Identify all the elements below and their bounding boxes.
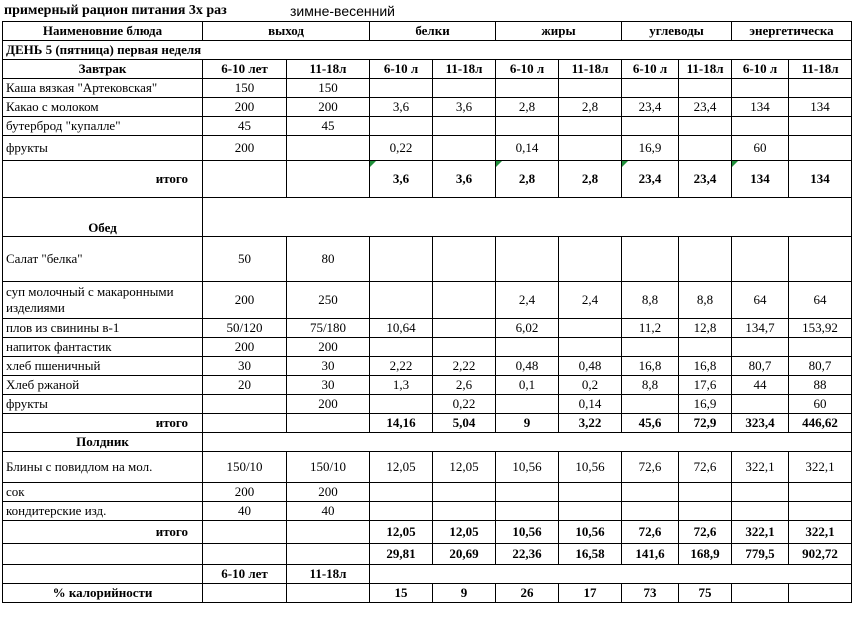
energy-a: 134,7	[732, 319, 789, 338]
proteins-a: 12,05	[370, 452, 433, 483]
grand-carbs-b: 168,9	[679, 544, 732, 565]
output-b: 40	[287, 502, 370, 521]
energy-a	[732, 483, 789, 502]
dish-name: кондитерские изд.	[3, 502, 203, 521]
energy-b	[789, 502, 852, 521]
total-proteins-b: 5,04	[433, 414, 496, 433]
dish-name: Салат "белка"	[3, 237, 203, 282]
carbs-a	[622, 79, 679, 98]
fats-b: 0,14	[559, 395, 622, 414]
table-row	[3, 237, 852, 282]
dish-name: плов из свинины в-1	[3, 319, 203, 338]
sheet-title-line	[4, 3, 850, 21]
carbs-age-b: 11-18л	[679, 60, 732, 79]
header-carbs: углеводы	[622, 22, 732, 41]
carbs-a: 11,2	[622, 319, 679, 338]
carbs-b	[679, 136, 732, 161]
table-row	[3, 98, 852, 117]
empty-cell	[789, 584, 852, 603]
empty-cell	[732, 584, 789, 603]
carbs-b: 17,6	[679, 376, 732, 395]
carbs-b: 72,6	[679, 452, 732, 483]
lunch-header-row	[3, 198, 852, 237]
footer-age-b: 11-18л	[287, 565, 370, 584]
fats-b	[559, 79, 622, 98]
table-row	[3, 376, 852, 395]
breakfast-header-row	[3, 60, 852, 79]
header-fats: жиры	[496, 22, 622, 41]
carbs-b: 16,9	[679, 395, 732, 414]
lunch-total-row	[3, 414, 852, 433]
energy-b	[789, 338, 852, 357]
dish-name: хлеб пшеничный	[3, 357, 203, 376]
grand-energy-a: 779,5	[732, 544, 789, 565]
empty-cell	[3, 544, 203, 565]
fats-b	[559, 117, 622, 136]
energy-a: 64	[732, 282, 789, 319]
total-label: итого	[3, 161, 203, 198]
fats-a	[496, 237, 559, 282]
proteins-a: 3,6	[370, 98, 433, 117]
proteins-b	[433, 136, 496, 161]
empty-cell	[287, 521, 370, 544]
output-a	[203, 395, 287, 414]
carbs-a: 23,4	[622, 98, 679, 117]
table-row	[3, 282, 852, 319]
proteins-b	[433, 483, 496, 502]
dish-name: Каша вязкая "Артековская"	[3, 79, 203, 98]
carbs-b: 12,8	[679, 319, 732, 338]
proteins-a: 10,64	[370, 319, 433, 338]
ration-table	[2, 21, 852, 603]
empty-cell	[203, 544, 287, 565]
season-label: зимне-весенний	[290, 3, 395, 19]
carbs-a	[622, 502, 679, 521]
fats-b	[559, 237, 622, 282]
total-label: итого	[3, 414, 203, 433]
total-proteins-a: 3,6	[370, 161, 433, 198]
fats-b	[559, 319, 622, 338]
energy-a: 80,7	[732, 357, 789, 376]
output-b: 200	[287, 483, 370, 502]
proteins-a: 0,22	[370, 136, 433, 161]
output-b: 30	[287, 376, 370, 395]
fats-a: 0,14	[496, 136, 559, 161]
fats-b	[559, 483, 622, 502]
output-b: 200	[287, 395, 370, 414]
output-b: 45	[287, 117, 370, 136]
proteins-a	[370, 282, 433, 319]
fats-a	[496, 395, 559, 414]
fats-a	[496, 79, 559, 98]
proteins-b: 12,05	[433, 452, 496, 483]
fats-b: 2,8	[559, 98, 622, 117]
proteins-b	[433, 237, 496, 282]
snack-label: Полдник	[3, 433, 203, 452]
energy-b	[789, 117, 852, 136]
total-carbs-a: 45,6	[622, 414, 679, 433]
proteins-a: 2,22	[370, 357, 433, 376]
output-a: 45	[203, 117, 287, 136]
snack-header-row	[3, 433, 852, 452]
grand-fats-a: 22,36	[496, 544, 559, 565]
dish-name: сок	[3, 483, 203, 502]
table-row	[3, 395, 852, 414]
snack-total-row	[3, 521, 852, 544]
dish-name: напиток фантастик	[3, 338, 203, 357]
proteins-b	[433, 319, 496, 338]
pct-fats-a: 26	[496, 584, 559, 603]
fats-a: 0,1	[496, 376, 559, 395]
table-row	[3, 319, 852, 338]
fats-a	[496, 483, 559, 502]
energy-b: 80,7	[789, 357, 852, 376]
table-row	[3, 502, 852, 521]
output-b: 200	[287, 98, 370, 117]
energy-age-a: 6-10 л	[732, 60, 789, 79]
total-proteins-b: 12,05	[433, 521, 496, 544]
table-row	[3, 452, 852, 483]
carbs-a: 16,8	[622, 357, 679, 376]
output-a: 200	[203, 282, 287, 319]
total-carbs-b: 72,9	[679, 414, 732, 433]
total-fats-a: 9	[496, 414, 559, 433]
proteins-a	[370, 237, 433, 282]
carbs-b: 8,8	[679, 282, 732, 319]
total-fats-b: 10,56	[559, 521, 622, 544]
table-row	[3, 338, 852, 357]
energy-b	[789, 483, 852, 502]
energy-a: 322,1	[732, 452, 789, 483]
total-energy-a: 322,1	[732, 521, 789, 544]
carbs-a	[622, 395, 679, 414]
output-b: 200	[287, 338, 370, 357]
total-carbs-b: 72,6	[679, 521, 732, 544]
proteins-b	[433, 117, 496, 136]
empty-cell	[287, 414, 370, 433]
total-energy-b: 322,1	[789, 521, 852, 544]
lunch-label: Обед	[3, 198, 203, 237]
output-b	[287, 136, 370, 161]
carbs-b	[679, 483, 732, 502]
footer-age-a: 6-10 лет	[203, 565, 287, 584]
grand-proteins-b: 20,69	[433, 544, 496, 565]
dish-name: суп молочный с макаронными изделиями	[3, 282, 203, 319]
table-row	[3, 136, 852, 161]
fats-a: 2,8	[496, 98, 559, 117]
fats-b	[559, 338, 622, 357]
energy-b	[789, 237, 852, 282]
fats-b: 0,2	[559, 376, 622, 395]
empty-cell	[203, 521, 287, 544]
carbs-b	[679, 338, 732, 357]
pct-carbs-a: 73	[622, 584, 679, 603]
carbs-a: 72,6	[622, 452, 679, 483]
energy-a: 44	[732, 376, 789, 395]
dish-name: Какао с молоком	[3, 98, 203, 117]
empty-cell	[370, 565, 852, 584]
energy-a: 60	[732, 136, 789, 161]
carbs-b	[679, 502, 732, 521]
energy-b: 88	[789, 376, 852, 395]
fats-age-b: 11-18л	[559, 60, 622, 79]
energy-a	[732, 237, 789, 282]
empty-cell	[287, 544, 370, 565]
output-a: 150/10	[203, 452, 287, 483]
proteins-b	[433, 338, 496, 357]
empty-cell	[203, 161, 287, 198]
pct-proteins-a: 15	[370, 584, 433, 603]
total-fats-a: 10,56	[496, 521, 559, 544]
total-proteins-a: 12,05	[370, 521, 433, 544]
fats-b	[559, 502, 622, 521]
carbs-a: 8,8	[622, 376, 679, 395]
sheet-title: примерный рацион питания 3х раз	[4, 3, 227, 18]
dish-name: фрукты	[3, 395, 203, 414]
proteins-a	[370, 395, 433, 414]
dish-name: бутерброд "купалле"	[3, 117, 203, 136]
dish-name: Блины с повидлом на мол.	[3, 452, 203, 483]
total-energy-b: 446,62	[789, 414, 852, 433]
energy-a	[732, 395, 789, 414]
table-row	[3, 117, 852, 136]
grand-carbs-a: 141,6	[622, 544, 679, 565]
carbs-b	[679, 117, 732, 136]
total-carbs-b: 23,4	[679, 161, 732, 198]
table-row	[3, 357, 852, 376]
fats-b: 10,56	[559, 452, 622, 483]
carbs-b: 23,4	[679, 98, 732, 117]
total-proteins-a: 14,16	[370, 414, 433, 433]
carbs-b: 16,8	[679, 357, 732, 376]
age-footer-row	[3, 565, 852, 584]
total-energy-a: 323,4	[732, 414, 789, 433]
fats-a: 0,48	[496, 357, 559, 376]
carbs-a: 8,8	[622, 282, 679, 319]
fats-a	[496, 117, 559, 136]
age-a-header: 6-10 лет	[203, 60, 287, 79]
proteins-age-b: 11-18л	[433, 60, 496, 79]
output-a: 30	[203, 357, 287, 376]
output-b: 30	[287, 357, 370, 376]
fats-b: 2,4	[559, 282, 622, 319]
carbs-b	[679, 237, 732, 282]
day-title: ДЕНЬ 5 (пятница) первая неделя	[3, 41, 852, 60]
total-fats-a: 2,8	[496, 161, 559, 198]
output-a: 50/120	[203, 319, 287, 338]
empty-cell	[203, 414, 287, 433]
output-b: 80	[287, 237, 370, 282]
energy-a: 134	[732, 98, 789, 117]
empty-cell	[287, 584, 370, 603]
proteins-a	[370, 117, 433, 136]
proteins-a	[370, 338, 433, 357]
proteins-b: 0,22	[433, 395, 496, 414]
header-proteins: белки	[370, 22, 496, 41]
total-label: итого	[3, 521, 203, 544]
fats-b: 0,48	[559, 357, 622, 376]
output-a: 200	[203, 98, 287, 117]
fats-a: 6,02	[496, 319, 559, 338]
energy-b: 134	[789, 98, 852, 117]
output-a: 50	[203, 237, 287, 282]
empty-cell	[203, 433, 852, 452]
output-b: 150	[287, 79, 370, 98]
energy-b	[789, 136, 852, 161]
output-b: 250	[287, 282, 370, 319]
grand-total-row	[3, 544, 852, 565]
day-title-row	[3, 41, 852, 60]
fats-b	[559, 136, 622, 161]
fats-a	[496, 338, 559, 357]
output-a: 20	[203, 376, 287, 395]
carbs-a	[622, 338, 679, 357]
energy-b: 60	[789, 395, 852, 414]
proteins-a	[370, 79, 433, 98]
table-row	[3, 79, 852, 98]
grand-energy-b: 902,72	[789, 544, 852, 565]
fats-a: 2,4	[496, 282, 559, 319]
output-a: 150	[203, 79, 287, 98]
proteins-b	[433, 502, 496, 521]
energy-b: 153,92	[789, 319, 852, 338]
carbs-a: 16,9	[622, 136, 679, 161]
output-a: 200	[203, 483, 287, 502]
dish-name: Хлеб ржаной	[3, 376, 203, 395]
output-b: 75/180	[287, 319, 370, 338]
proteins-a: 1,3	[370, 376, 433, 395]
total-fats-b: 3,22	[559, 414, 622, 433]
output-a: 200	[203, 136, 287, 161]
pct-proteins-b: 9	[433, 584, 496, 603]
carbs-age-a: 6-10 л	[622, 60, 679, 79]
empty-cell	[287, 161, 370, 198]
carbs-a	[622, 483, 679, 502]
carbs-a	[622, 237, 679, 282]
energy-a	[732, 502, 789, 521]
energy-a	[732, 338, 789, 357]
proteins-age-a: 6-10 л	[370, 60, 433, 79]
total-proteins-b: 3,6	[433, 161, 496, 198]
table-row	[3, 483, 852, 502]
energy-age-b: 11-18л	[789, 60, 852, 79]
proteins-b: 2,22	[433, 357, 496, 376]
proteins-a	[370, 502, 433, 521]
output-b: 150/10	[287, 452, 370, 483]
carbs-a	[622, 117, 679, 136]
proteins-b	[433, 79, 496, 98]
fats-a	[496, 502, 559, 521]
empty-cell	[3, 565, 203, 584]
breakfast-label: Завтрак	[3, 60, 203, 79]
header-row	[3, 22, 852, 41]
header-energy: энергетическа	[732, 22, 852, 41]
calorie-pct-label: % калорийности	[3, 584, 203, 603]
header-dish: Наименовние блюда	[3, 22, 203, 41]
calorie-pct-row	[3, 584, 852, 603]
energy-a	[732, 79, 789, 98]
empty-cell	[203, 584, 287, 603]
energy-b: 64	[789, 282, 852, 319]
grand-proteins-a: 29,81	[370, 544, 433, 565]
fats-a: 10,56	[496, 452, 559, 483]
header-output: выход	[203, 22, 370, 41]
pct-carbs-b: 75	[679, 584, 732, 603]
total-energy-b: 134	[789, 161, 852, 198]
energy-b: 322,1	[789, 452, 852, 483]
grand-fats-b: 16,58	[559, 544, 622, 565]
proteins-b: 3,6	[433, 98, 496, 117]
output-a: 40	[203, 502, 287, 521]
pct-fats-b: 17	[559, 584, 622, 603]
total-carbs-a: 23,4	[622, 161, 679, 198]
proteins-a	[370, 483, 433, 502]
energy-b	[789, 79, 852, 98]
output-a: 200	[203, 338, 287, 357]
dish-name: фрукты	[3, 136, 203, 161]
proteins-b: 2,6	[433, 376, 496, 395]
total-energy-a: 134	[732, 161, 789, 198]
carbs-b	[679, 79, 732, 98]
total-fats-b: 2,8	[559, 161, 622, 198]
total-carbs-a: 72,6	[622, 521, 679, 544]
breakfast-total-row	[3, 161, 852, 198]
energy-a	[732, 117, 789, 136]
age-b-header: 11-18л	[287, 60, 370, 79]
fats-age-a: 6-10 л	[496, 60, 559, 79]
empty-cell	[203, 198, 852, 237]
proteins-b	[433, 282, 496, 319]
